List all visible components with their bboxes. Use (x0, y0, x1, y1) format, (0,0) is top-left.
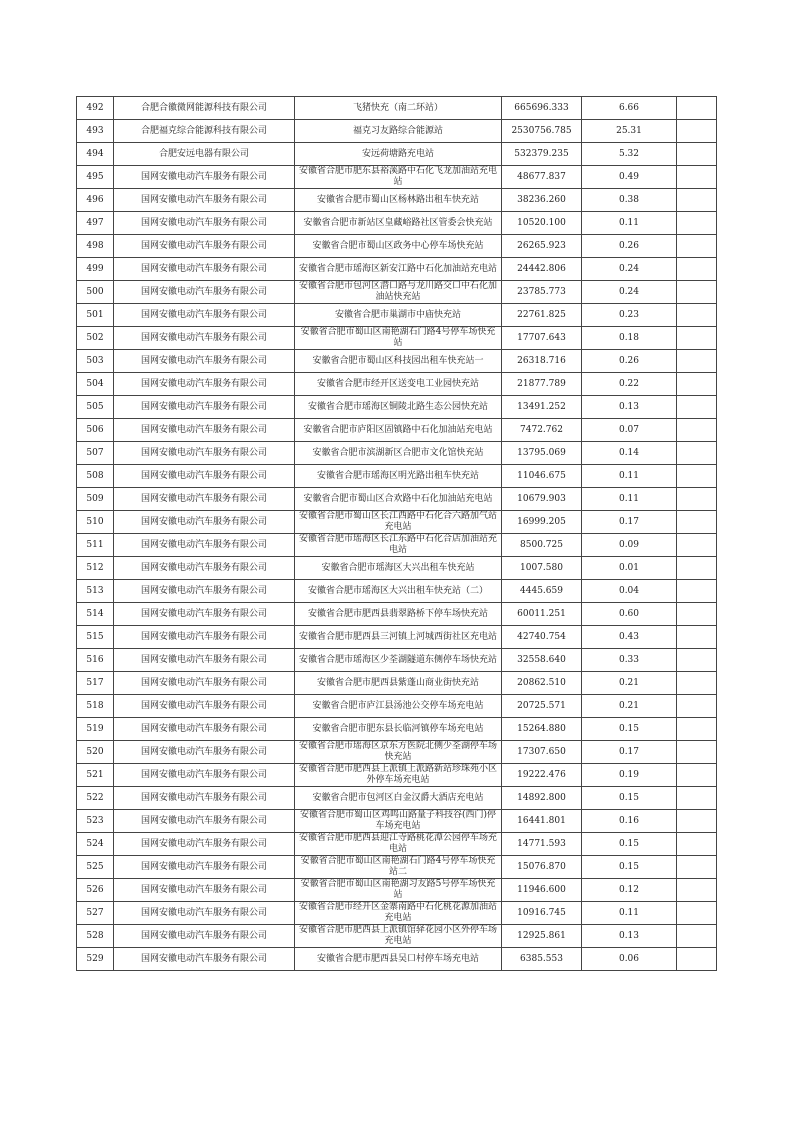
amount-cell: 14771.593 (502, 833, 582, 856)
row-number-cell: 505 (77, 396, 114, 419)
station-cell: 安徽省合肥市肥东县长临河镇停车场充电站 (295, 718, 502, 741)
row-number-cell: 503 (77, 350, 114, 373)
station-cell: 安徽省合肥市瑶海区长江东路中石化合店加油站充电站 (295, 534, 502, 557)
table-row (77, 189, 717, 212)
empty-cell (677, 258, 717, 281)
table-row (77, 281, 717, 304)
company-cell: 国网安徽电动汽车服务有限公司 (114, 764, 295, 787)
table-row (77, 120, 717, 143)
station-cell: 安徽省合肥市蜀山区杨林路出租车快充站 (295, 189, 502, 212)
company-cell: 国网安徽电动汽车服务有限公司 (114, 373, 295, 396)
ratio-cell: 0.14 (582, 442, 677, 465)
station-cell: 安徽省合肥市庐阳区固镇路中石化加油站充电站 (295, 419, 502, 442)
empty-cell (677, 649, 717, 672)
company-cell: 国网安徽电动汽车服务有限公司 (114, 166, 295, 189)
table-row (77, 787, 717, 810)
table-row (77, 856, 717, 879)
amount-cell: 2530756.785 (502, 120, 582, 143)
empty-cell (677, 764, 717, 787)
empty-cell (677, 97, 717, 120)
company-cell: 国网安徽电动汽车服务有限公司 (114, 787, 295, 810)
ratio-cell: 0.13 (582, 925, 677, 948)
station-cell: 安徽省合肥市肥西县上派镇上派路新站珍珠苑小区外停车场充电站 (295, 764, 502, 787)
company-cell: 国网安徽电动汽车服务有限公司 (114, 281, 295, 304)
empty-cell (677, 580, 717, 603)
row-number-cell: 506 (77, 419, 114, 442)
empty-cell (677, 327, 717, 350)
empty-cell (677, 787, 717, 810)
row-number-cell: 507 (77, 442, 114, 465)
amount-cell: 26265.923 (502, 235, 582, 258)
table-row (77, 902, 717, 925)
amount-cell: 17707.643 (502, 327, 582, 350)
company-cell: 国网安徽电动汽车服务有限公司 (114, 902, 295, 925)
ratio-cell: 0.13 (582, 396, 677, 419)
empty-cell (677, 856, 717, 879)
empty-cell (677, 488, 717, 511)
row-number-cell: 516 (77, 649, 114, 672)
amount-cell: 10916.745 (502, 902, 582, 925)
table-row (77, 626, 717, 649)
empty-cell (677, 925, 717, 948)
station-cell: 安徽省合肥市肥西县紫蓬山商业街快充站 (295, 672, 502, 695)
ratio-cell: 0.15 (582, 856, 677, 879)
company-cell: 国网安徽电动汽车服务有限公司 (114, 649, 295, 672)
amount-cell: 11046.675 (502, 465, 582, 488)
amount-cell: 4445.659 (502, 580, 582, 603)
ratio-cell: 0.24 (582, 258, 677, 281)
amount-cell: 14892.800 (502, 787, 582, 810)
row-number-cell: 523 (77, 810, 114, 833)
ratio-cell: 0.26 (582, 350, 677, 373)
amount-cell: 21877.789 (502, 373, 582, 396)
row-number-cell: 508 (77, 465, 114, 488)
table-row (77, 649, 717, 672)
table-row (77, 925, 717, 948)
ratio-cell: 0.04 (582, 580, 677, 603)
amount-cell: 1007.580 (502, 557, 582, 580)
company-cell: 合肥福克综合能源科技有限公司 (114, 120, 295, 143)
company-cell: 国网安徽电动汽车服务有限公司 (114, 856, 295, 879)
row-number-cell: 511 (77, 534, 114, 557)
amount-cell: 23785.773 (502, 281, 582, 304)
empty-cell (677, 948, 717, 971)
ratio-cell: 0.26 (582, 235, 677, 258)
station-cell: 福克习友路综合能源站 (295, 120, 502, 143)
station-cell: 安徽省合肥市肥西县吴口村停车场充电站 (295, 948, 502, 971)
company-cell: 国网安徽电动汽车服务有限公司 (114, 879, 295, 902)
amount-cell: 10679.903 (502, 488, 582, 511)
table-row (77, 97, 717, 120)
station-cell: 安徽省合肥市新站区皇藏峪路社区管委会快充站 (295, 212, 502, 235)
table-row (77, 373, 717, 396)
station-cell: 安徽省合肥市瑶海区少荃湖隧道东侧停车场快充站 (295, 649, 502, 672)
amount-cell: 16441.801 (502, 810, 582, 833)
ratio-cell: 0.17 (582, 741, 677, 764)
ratio-cell: 0.16 (582, 810, 677, 833)
amount-cell: 532379.235 (502, 143, 582, 166)
ratio-cell: 0.11 (582, 212, 677, 235)
row-number-cell: 528 (77, 925, 114, 948)
station-cell: 安徽省合肥市瑶海区新安江路中石化加油站充电站 (295, 258, 502, 281)
company-cell: 国网安徽电动汽车服务有限公司 (114, 396, 295, 419)
empty-cell (677, 396, 717, 419)
empty-cell (677, 143, 717, 166)
table-row (77, 534, 717, 557)
ratio-cell: 0.15 (582, 833, 677, 856)
amount-cell: 16999.205 (502, 511, 582, 534)
empty-cell (677, 166, 717, 189)
company-cell: 国网安徽电动汽车服务有限公司 (114, 327, 295, 350)
ratio-cell: 0.11 (582, 465, 677, 488)
station-cell: 安徽省合肥市蜀山区长江西路中石化合六路加气站充电站 (295, 511, 502, 534)
ratio-cell: 5.32 (582, 143, 677, 166)
ratio-cell: 0.15 (582, 787, 677, 810)
row-number-cell: 521 (77, 764, 114, 787)
table-row (77, 396, 717, 419)
ratio-cell: 6.66 (582, 97, 677, 120)
empty-cell (677, 189, 717, 212)
amount-cell: 6385.553 (502, 948, 582, 971)
company-cell: 国网安徽电动汽车服务有限公司 (114, 488, 295, 511)
amount-cell: 8500.725 (502, 534, 582, 557)
ratio-cell: 0.12 (582, 879, 677, 902)
row-number-cell: 502 (77, 327, 114, 350)
empty-cell (677, 902, 717, 925)
station-cell: 安徽省合肥市蜀山区鸡鸣山路量子科技谷(西门)停车场充电站 (295, 810, 502, 833)
ratio-cell: 0.21 (582, 672, 677, 695)
row-number-cell: 519 (77, 718, 114, 741)
amount-cell: 19222.476 (502, 764, 582, 787)
ratio-cell: 0.38 (582, 189, 677, 212)
station-cell: 安远荷塘路充电站 (295, 143, 502, 166)
amount-cell: 17307.650 (502, 741, 582, 764)
row-number-cell: 510 (77, 511, 114, 534)
row-number-cell: 513 (77, 580, 114, 603)
row-number-cell: 526 (77, 879, 114, 902)
table-row (77, 810, 717, 833)
empty-cell (677, 718, 717, 741)
row-number-cell: 514 (77, 603, 114, 626)
empty-cell (677, 695, 717, 718)
ratio-cell: 0.11 (582, 902, 677, 925)
table-row (77, 833, 717, 856)
row-number-cell: 495 (77, 166, 114, 189)
empty-cell (677, 350, 717, 373)
table-row (77, 419, 717, 442)
company-cell: 国网安徽电动汽车服务有限公司 (114, 925, 295, 948)
company-cell: 国网安徽电动汽车服务有限公司 (114, 718, 295, 741)
station-cell: 安徽省合肥市蜀山区南艳湖习友路5号停车场快充站 (295, 879, 502, 902)
amount-cell: 15076.870 (502, 856, 582, 879)
ratio-cell: 0.23 (582, 304, 677, 327)
empty-cell (677, 557, 717, 580)
table-row (77, 603, 717, 626)
company-cell: 国网安徽电动汽车服务有限公司 (114, 948, 295, 971)
station-cell: 安徽省合肥市蜀山区合欢路中石化加油站充电站 (295, 488, 502, 511)
company-cell: 国网安徽电动汽车服务有限公司 (114, 304, 295, 327)
station-cell: 安徽省合肥市包河区白金汉爵大酒店充电站 (295, 787, 502, 810)
amount-cell: 20862.510 (502, 672, 582, 695)
table-row (77, 741, 717, 764)
table-row (77, 557, 717, 580)
row-number-cell: 504 (77, 373, 114, 396)
empty-cell (677, 603, 717, 626)
row-number-cell: 522 (77, 787, 114, 810)
table-row (77, 350, 717, 373)
row-number-cell: 515 (77, 626, 114, 649)
empty-cell (677, 281, 717, 304)
company-cell: 国网安徽电动汽车服务有限公司 (114, 672, 295, 695)
ratio-cell: 0.17 (582, 511, 677, 534)
company-cell: 国网安徽电动汽车服务有限公司 (114, 419, 295, 442)
empty-cell (677, 534, 717, 557)
company-cell: 合肥安远电器有限公司 (114, 143, 295, 166)
ratio-cell: 0.49 (582, 166, 677, 189)
station-cell: 安徽省合肥市肥西县迎江寺路桃花潭公园停车场充电站 (295, 833, 502, 856)
row-number-cell: 492 (77, 97, 114, 120)
amount-cell: 32558.640 (502, 649, 582, 672)
station-cell: 安徽省合肥市瑶海区明光路出租车快充站 (295, 465, 502, 488)
row-number-cell: 529 (77, 948, 114, 971)
company-cell: 国网安徽电动汽车服务有限公司 (114, 189, 295, 212)
company-cell: 国网安徽电动汽车服务有限公司 (114, 557, 295, 580)
row-number-cell: 496 (77, 189, 114, 212)
table-row (77, 166, 717, 189)
empty-cell (677, 833, 717, 856)
table-row (77, 764, 717, 787)
empty-cell (677, 304, 717, 327)
row-number-cell: 493 (77, 120, 114, 143)
station-cell: 安徽省合肥市蜀山区政务中心停车场快充站 (295, 235, 502, 258)
ratio-cell: 0.60 (582, 603, 677, 626)
amount-cell: 60011.251 (502, 603, 582, 626)
company-cell: 国网安徽电动汽车服务有限公司 (114, 258, 295, 281)
ratio-cell: 25.31 (582, 120, 677, 143)
station-cell: 安徽省合肥市蜀山区科技园出租车快充站一 (295, 350, 502, 373)
company-cell: 国网安徽电动汽车服务有限公司 (114, 810, 295, 833)
ratio-cell: 0.19 (582, 764, 677, 787)
station-cell: 安徽省合肥市经开区送变电工业园快充站 (295, 373, 502, 396)
table-row (77, 511, 717, 534)
amount-cell: 11946.600 (502, 879, 582, 902)
station-cell: 安徽省合肥市包河区潜口路与龙川路交口中石化加油站快充站 (295, 281, 502, 304)
station-table (76, 96, 717, 971)
amount-cell: 20725.571 (502, 695, 582, 718)
table-row (77, 488, 717, 511)
station-cell: 安徽省合肥市肥东县裕溪路中石化飞龙加油站充电站 (295, 166, 502, 189)
row-number-cell: 498 (77, 235, 114, 258)
empty-cell (677, 212, 717, 235)
empty-cell (677, 465, 717, 488)
empty-cell (677, 672, 717, 695)
company-cell: 国网安徽电动汽车服务有限公司 (114, 235, 295, 258)
amount-cell: 10520.100 (502, 212, 582, 235)
row-number-cell: 524 (77, 833, 114, 856)
row-number-cell: 518 (77, 695, 114, 718)
row-number-cell: 512 (77, 557, 114, 580)
station-cell: 安徽省合肥市肥西县上派镇馆驿花园小区外停车场充电站 (295, 925, 502, 948)
station-cell: 安徽省合肥市肥西县三河镇上河城西街社区充电站 (295, 626, 502, 649)
empty-cell (677, 235, 717, 258)
company-cell: 国网安徽电动汽车服务有限公司 (114, 741, 295, 764)
table-row (77, 143, 717, 166)
table-row (77, 212, 717, 235)
empty-cell (677, 741, 717, 764)
station-cell: 安徽省合肥市瑶海区大兴出租车快充站（二） (295, 580, 502, 603)
table-row (77, 718, 717, 741)
amount-cell: 13795.069 (502, 442, 582, 465)
ratio-cell: 0.15 (582, 718, 677, 741)
amount-cell: 38236.260 (502, 189, 582, 212)
row-number-cell: 500 (77, 281, 114, 304)
amount-cell: 24442.806 (502, 258, 582, 281)
table-row (77, 327, 717, 350)
empty-cell (677, 419, 717, 442)
row-number-cell: 509 (77, 488, 114, 511)
company-cell: 国网安徽电动汽车服务有限公司 (114, 511, 295, 534)
station-cell: 安徽省合肥市肥西县翡翠路桥下停车场快充站 (295, 603, 502, 626)
ratio-cell: 0.06 (582, 948, 677, 971)
row-number-cell: 527 (77, 902, 114, 925)
table-row (77, 672, 717, 695)
row-number-cell: 494 (77, 143, 114, 166)
amount-cell: 12925.861 (502, 925, 582, 948)
amount-cell: 42740.754 (502, 626, 582, 649)
amount-cell: 22761.825 (502, 304, 582, 327)
station-cell: 安徽省合肥市庐江县汤池公交停车场充电站 (295, 695, 502, 718)
table-row (77, 304, 717, 327)
row-number-cell: 520 (77, 741, 114, 764)
ratio-cell: 0.11 (582, 488, 677, 511)
table-body (77, 97, 717, 971)
company-cell: 国网安徽电动汽车服务有限公司 (114, 626, 295, 649)
empty-cell (677, 810, 717, 833)
empty-cell (677, 442, 717, 465)
company-cell: 合肥合徽微网能源科技有限公司 (114, 97, 295, 120)
empty-cell (677, 511, 717, 534)
table-row (77, 879, 717, 902)
ratio-cell: 0.22 (582, 373, 677, 396)
company-cell: 国网安徽电动汽车服务有限公司 (114, 580, 295, 603)
table-row (77, 580, 717, 603)
amount-cell: 7472.762 (502, 419, 582, 442)
company-cell: 国网安徽电动汽车服务有限公司 (114, 534, 295, 557)
table-row (77, 258, 717, 281)
empty-cell (677, 120, 717, 143)
company-cell: 国网安徽电动汽车服务有限公司 (114, 212, 295, 235)
amount-cell: 15264.880 (502, 718, 582, 741)
ratio-cell: 0.33 (582, 649, 677, 672)
table-row (77, 465, 717, 488)
row-number-cell: 501 (77, 304, 114, 327)
station-cell: 安徽省合肥市经开区金寨南路中石化桃花源加油站充电站 (295, 902, 502, 925)
ratio-cell: 0.18 (582, 327, 677, 350)
ratio-cell: 0.09 (582, 534, 677, 557)
empty-cell (677, 626, 717, 649)
table-row (77, 235, 717, 258)
amount-cell: 665696.333 (502, 97, 582, 120)
ratio-cell: 0.43 (582, 626, 677, 649)
table-row (77, 442, 717, 465)
row-number-cell: 499 (77, 258, 114, 281)
row-number-cell: 525 (77, 856, 114, 879)
ratio-cell: 0.07 (582, 419, 677, 442)
station-cell: 安徽省合肥市蜀山区南艳湖石门路4号停车场快充站二 (295, 856, 502, 879)
row-number-cell: 517 (77, 672, 114, 695)
station-cell: 安徽省合肥市瑶海区铜陵北路生态公园快充站 (295, 396, 502, 419)
company-cell: 国网安徽电动汽车服务有限公司 (114, 442, 295, 465)
company-cell: 国网安徽电动汽车服务有限公司 (114, 695, 295, 718)
station-cell: 安徽省合肥市蜀山区南艳湖石门路4号停车场快充站 (295, 327, 502, 350)
table-row (77, 695, 717, 718)
empty-cell (677, 879, 717, 902)
company-cell: 国网安徽电动汽车服务有限公司 (114, 350, 295, 373)
amount-cell: 26318.716 (502, 350, 582, 373)
ratio-cell: 0.21 (582, 695, 677, 718)
ratio-cell: 0.01 (582, 557, 677, 580)
station-cell: 飞猪快充（南二环站） (295, 97, 502, 120)
amount-cell: 48677.837 (502, 166, 582, 189)
table-row (77, 948, 717, 971)
amount-cell: 13491.252 (502, 396, 582, 419)
station-cell: 安徽省合肥市滨湖新区合肥市文化馆快充站 (295, 442, 502, 465)
company-cell: 国网安徽电动汽车服务有限公司 (114, 833, 295, 856)
station-cell: 安徽省合肥市瑶海区大兴出租车快充站 (295, 557, 502, 580)
document-page (76, 96, 716, 971)
company-cell: 国网安徽电动汽车服务有限公司 (114, 465, 295, 488)
company-cell: 国网安徽电动汽车服务有限公司 (114, 603, 295, 626)
row-number-cell: 497 (77, 212, 114, 235)
ratio-cell: 0.24 (582, 281, 677, 304)
station-cell: 安徽省合肥市巢湖市中庙快充站 (295, 304, 502, 327)
station-cell: 安徽省合肥市瑶海区京东方医院北侧少荃湖停车场快充站 (295, 741, 502, 764)
empty-cell (677, 373, 717, 396)
